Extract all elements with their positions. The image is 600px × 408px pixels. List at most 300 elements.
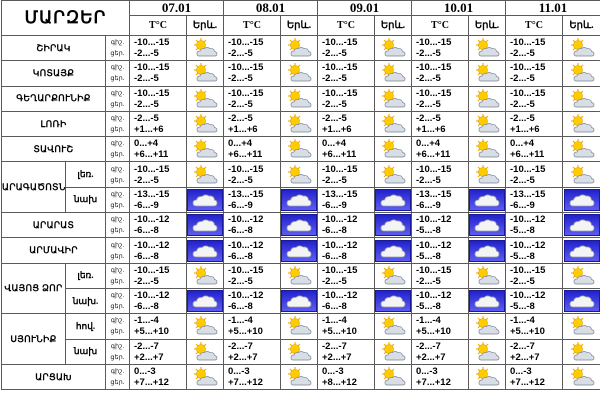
day-label: ցեր.	[110, 379, 125, 386]
weather-cell	[563, 187, 600, 212]
forecast-table	[1, 0, 600, 390]
day-temp: +7...+12	[228, 377, 263, 388]
weather-cell	[281, 86, 318, 111]
day-temp: -6...-8	[228, 301, 253, 313]
partly-cloudy-icon	[187, 164, 223, 186]
weather-cell	[375, 339, 412, 364]
weather-cell	[469, 162, 506, 187]
temperature-cell	[506, 339, 563, 364]
night-temp: -2...-7	[322, 340, 347, 352]
weather-cell	[375, 364, 412, 389]
night-temp: -10...-12	[416, 290, 452, 302]
night-temp: -10...-15	[416, 62, 452, 74]
partly-cloudy-icon	[375, 37, 411, 59]
night-temp: 0...-3	[134, 366, 156, 377]
night-temp: -1...-4	[228, 315, 253, 327]
partly-cloudy-icon	[187, 341, 223, 363]
day-label: ցեր.	[110, 252, 125, 260]
day-temp: -2...-5	[510, 174, 535, 186]
period-labels	[106, 86, 130, 111]
temperature-cell	[130, 86, 187, 111]
day-temp: +5...+10	[228, 326, 263, 338]
night-temp: -10...-15	[416, 87, 452, 99]
temperature-cell	[130, 36, 187, 61]
day-temp: +2...+7	[134, 351, 164, 363]
table-row	[2, 314, 600, 339]
day-temp: -6...-8	[134, 250, 159, 262]
weather-cell	[469, 36, 506, 61]
day-temp: -2...-5	[416, 73, 441, 85]
weather-cell	[469, 213, 506, 238]
night-temp: -10...-15	[322, 87, 358, 99]
night-temp: -1...-4	[134, 315, 159, 327]
night-temp: -10...-15	[510, 62, 546, 74]
partly-cloudy-icon	[469, 88, 505, 110]
temperature-cell	[318, 137, 375, 162]
weather-cell	[187, 137, 224, 162]
day-temp: -5...-8	[510, 301, 535, 313]
night-label: գիշ.	[110, 89, 125, 97]
day-temp: -5...-8	[416, 301, 441, 313]
table-title: ՄԱՐԶԵՐ	[2, 1, 130, 36]
day-temp: -6...-8	[228, 225, 253, 237]
overcast-icon	[187, 214, 223, 236]
day-temp: +1...+6	[510, 124, 540, 136]
temperature-cell	[318, 364, 375, 389]
partly-cloudy-icon	[375, 341, 411, 363]
period-labels	[106, 111, 130, 136]
temperature-cell	[130, 314, 187, 339]
zone-label: լեռ.	[66, 162, 106, 187]
day-temp: +7...+12	[416, 377, 451, 388]
night-temp: -13...-15	[134, 188, 170, 200]
night-temp: -2...-5	[134, 113, 159, 125]
night-temp: -2...-5	[228, 113, 253, 125]
temperature-cell	[412, 339, 469, 364]
night-temp: -10...-12	[322, 239, 358, 251]
day-temp: -2...-5	[510, 275, 535, 287]
partly-cloudy-icon	[281, 37, 317, 59]
weather-cell	[469, 137, 506, 162]
weather-cell	[469, 111, 506, 136]
weather-cell	[375, 86, 412, 111]
temperature-cell	[224, 213, 281, 238]
night-temp: 0...+4	[416, 138, 441, 150]
partly-cloudy-icon	[281, 113, 317, 135]
temperature-cell	[224, 263, 281, 288]
night-temp: 0...+4	[322, 138, 347, 150]
weather-cell	[187, 111, 224, 136]
partly-cloudy-icon	[281, 315, 317, 337]
day-temp: -2...-5	[134, 48, 159, 60]
day-temp: -5...-8	[416, 225, 441, 237]
temperature-cell	[130, 187, 187, 212]
temperature-cell	[130, 238, 187, 263]
partly-cloudy-icon	[187, 315, 223, 337]
weather-cell	[563, 137, 600, 162]
region-name: ՏԱՎՈՒՇ	[2, 137, 106, 162]
period-labels	[106, 213, 130, 238]
temperature-cell	[224, 288, 281, 313]
day-temp: -2...-5	[322, 98, 347, 110]
day-temp: +7...+12	[510, 377, 545, 388]
weather-cell	[187, 364, 224, 389]
day-temp: -2...-5	[510, 73, 535, 85]
day-temp: -2...-5	[228, 174, 253, 186]
weather-cell	[469, 288, 506, 313]
partly-cloudy-icon	[563, 88, 600, 110]
region-name: ԱՐԱԳԱԾՈՏՆ	[2, 162, 66, 213]
day-temp: +2...+7	[322, 351, 352, 363]
partly-cloudy-icon	[187, 88, 223, 110]
temperature-cell	[318, 263, 375, 288]
temperature-cell	[318, 213, 375, 238]
temperature-cell	[412, 263, 469, 288]
temperature-cell	[224, 111, 281, 136]
day-temp: -6...-8	[228, 250, 253, 262]
partly-cloudy-icon	[281, 138, 317, 160]
night-label: գիշ.	[110, 317, 125, 325]
overcast-icon	[375, 240, 411, 262]
night-label: գիշ.	[110, 368, 125, 375]
day-temp: -2...-5	[134, 98, 159, 110]
partly-cloudy-icon	[281, 341, 317, 363]
night-temp: -2...-7	[228, 340, 253, 352]
table-row	[2, 364, 600, 389]
partly-cloudy-icon	[469, 62, 505, 84]
date-header: 07.01	[130, 1, 224, 16]
day-temp: -2...-5	[134, 275, 159, 287]
day-temp: -2...-5	[228, 48, 253, 60]
temperature-cell	[412, 86, 469, 111]
partly-cloudy-icon	[281, 62, 317, 84]
weather-cell	[469, 238, 506, 263]
overcast-icon	[281, 290, 317, 312]
temperature-cell	[412, 238, 469, 263]
night-temp: -10...-12	[510, 239, 546, 251]
table-row	[2, 61, 600, 86]
temperature-cell	[130, 137, 187, 162]
period-labels	[106, 263, 130, 288]
night-temp: -10...-12	[416, 239, 452, 251]
weather-cell	[469, 314, 506, 339]
temperature-cell	[318, 288, 375, 313]
overcast-icon	[281, 189, 317, 211]
night-temp: -2...-5	[510, 113, 535, 125]
temperature-cell	[130, 339, 187, 364]
weather-cell	[187, 288, 224, 313]
weather-cell	[563, 36, 600, 61]
temperature-cell	[412, 288, 469, 313]
temperature-cell	[412, 111, 469, 136]
night-temp: 0...+4	[134, 138, 159, 150]
partly-cloudy-icon	[563, 366, 600, 388]
day-label: ցեր.	[110, 176, 125, 184]
weather-cell	[375, 111, 412, 136]
temperature-cell	[412, 137, 469, 162]
partly-cloudy-icon	[469, 37, 505, 59]
partly-cloudy-icon	[469, 341, 505, 363]
day-temp: -2...-5	[510, 98, 535, 110]
overcast-icon	[564, 290, 600, 312]
temperature-cell	[318, 238, 375, 263]
day-temp: -6...-8	[322, 225, 347, 237]
night-temp: -10...-15	[228, 37, 264, 49]
temperature-cell	[318, 187, 375, 212]
night-temp: -10...-12	[134, 290, 170, 302]
weather-cell	[469, 263, 506, 288]
region-name: ԱՐՑԱԽ	[2, 364, 106, 389]
weather-cell	[375, 162, 412, 187]
day-temp: +7...+12	[134, 377, 169, 388]
temperature-cell	[130, 162, 187, 187]
day-label: ցեր.	[110, 100, 125, 108]
period-labels	[106, 61, 130, 86]
weather-cell	[563, 339, 600, 364]
weather-cell	[281, 111, 318, 136]
weather-cell	[281, 137, 318, 162]
temperature-cell	[224, 339, 281, 364]
region-name: ԼՈՌԻ	[2, 111, 106, 136]
table-row	[2, 36, 600, 61]
weather-cell	[375, 137, 412, 162]
night-label: գիշ.	[110, 165, 125, 173]
day-temp: -2...-5	[228, 73, 253, 85]
night-label: գիշ.	[110, 39, 125, 47]
day-temp: +6...+11	[510, 149, 545, 161]
temperature-cell	[318, 339, 375, 364]
weather-cell	[281, 364, 318, 389]
temperature-cell	[412, 162, 469, 187]
night-temp: -2...-5	[416, 113, 441, 125]
day-temp: -2...-5	[416, 48, 441, 60]
partly-cloudy-icon	[563, 315, 600, 337]
partly-cloudy-icon	[469, 138, 505, 160]
period-labels	[106, 36, 130, 61]
night-temp: -1...-4	[416, 315, 441, 327]
temp-col-header: T°C	[318, 16, 375, 36]
partly-cloudy-icon	[281, 88, 317, 110]
night-temp: 0...-3	[416, 366, 438, 377]
overcast-icon	[375, 214, 411, 236]
day-label: ցեր.	[110, 328, 125, 336]
date-header: 11.01	[506, 1, 600, 16]
region-name: ԱՐՄԱՎԻՐ	[2, 238, 106, 263]
partly-cloudy-icon	[187, 265, 223, 287]
day-label: ցեր.	[110, 50, 125, 58]
day-temp: -2...-5	[416, 174, 441, 186]
night-temp: -10...-15	[510, 163, 546, 175]
weather-cell	[187, 36, 224, 61]
weather-cell	[281, 263, 318, 288]
weather-cell	[469, 364, 506, 389]
date-header: 10.01	[412, 1, 506, 16]
weather-cell	[563, 288, 600, 313]
weather-cell	[281, 339, 318, 364]
partly-cloudy-icon	[187, 62, 223, 84]
temperature-cell	[224, 187, 281, 212]
partly-cloudy-icon	[563, 265, 600, 287]
weather-cell	[563, 263, 600, 288]
partly-cloudy-icon	[563, 113, 600, 135]
weather-cell	[375, 314, 412, 339]
period-labels	[106, 187, 130, 212]
temperature-cell	[412, 314, 469, 339]
night-temp: -2...-5	[322, 113, 347, 125]
table-row	[2, 263, 600, 288]
weather-col-header: Երև.	[469, 16, 506, 36]
weather-cell	[563, 162, 600, 187]
weather-cell	[187, 213, 224, 238]
night-temp: -10...-12	[134, 214, 170, 226]
weather-cell	[375, 61, 412, 86]
temperature-cell	[130, 213, 187, 238]
day-temp: -6...-9	[510, 199, 535, 211]
weather-cell	[469, 61, 506, 86]
day-label: ցեր.	[110, 126, 125, 134]
day-temp: +6...+11	[416, 149, 451, 161]
night-label: գիշ.	[110, 115, 125, 123]
overcast-icon	[281, 214, 317, 236]
weather-cell	[187, 339, 224, 364]
temp-col-header: T°C	[224, 16, 281, 36]
partly-cloudy-icon	[281, 164, 317, 186]
partly-cloudy-icon	[187, 366, 223, 388]
date-header: 08.01	[224, 1, 318, 16]
overcast-icon	[187, 240, 223, 262]
overcast-icon	[469, 240, 505, 262]
temperature-cell	[224, 364, 281, 389]
overcast-icon	[564, 214, 600, 236]
day-temp: -6...-8	[134, 301, 159, 313]
night-label: գիշ.	[110, 342, 125, 350]
weather-cell	[375, 288, 412, 313]
weather-cell	[187, 162, 224, 187]
weather-cell	[563, 111, 600, 136]
zone-label: լեռ.	[66, 263, 106, 288]
temperature-cell	[130, 263, 187, 288]
weather-cell	[469, 339, 506, 364]
day-label: ցեր.	[110, 277, 125, 285]
temperature-cell	[412, 364, 469, 389]
table-row	[2, 187, 600, 212]
overcast-icon	[564, 240, 600, 262]
partly-cloudy-icon	[281, 366, 317, 388]
temperature-cell	[506, 263, 563, 288]
night-temp: -2...-7	[416, 340, 441, 352]
partly-cloudy-icon	[563, 37, 600, 59]
table-row	[2, 162, 600, 187]
night-temp: -10...-15	[322, 62, 358, 74]
day-temp: -6...-8	[134, 225, 159, 237]
night-temp: -10...-15	[228, 264, 264, 276]
night-temp: -10...-12	[228, 290, 264, 302]
night-temp: -10...-12	[134, 239, 170, 251]
weather-cell	[375, 238, 412, 263]
weather-cell	[469, 187, 506, 212]
temperature-cell	[318, 111, 375, 136]
day-temp: -5...-8	[416, 250, 441, 262]
date-header: 09.01	[318, 1, 412, 16]
temperature-cell	[130, 364, 187, 389]
night-label: գիշ.	[110, 190, 125, 198]
weather-cell	[281, 36, 318, 61]
weather-cell	[563, 364, 600, 389]
partly-cloudy-icon	[187, 37, 223, 59]
period-labels	[106, 288, 130, 313]
day-label: ցեր.	[110, 151, 125, 159]
temperature-cell	[506, 137, 563, 162]
weather-cell	[281, 162, 318, 187]
weather-cell	[375, 263, 412, 288]
temperature-cell	[506, 213, 563, 238]
overcast-icon	[375, 290, 411, 312]
overcast-icon	[564, 189, 600, 211]
night-temp: -1...-4	[322, 315, 347, 327]
day-label: ցեր.	[110, 75, 125, 83]
day-label: ցեր.	[110, 353, 125, 361]
day-temp: +1...+6	[416, 124, 446, 136]
table-row	[2, 111, 600, 136]
day-temp: +6...+11	[322, 149, 357, 161]
night-temp: -13...-15	[416, 188, 452, 200]
temperature-cell	[224, 314, 281, 339]
temperature-cell	[412, 61, 469, 86]
weather-cell	[563, 61, 600, 86]
weather-cell	[281, 288, 318, 313]
night-temp: -10...-15	[134, 264, 170, 276]
temperature-cell	[224, 137, 281, 162]
table-row	[2, 137, 600, 162]
weather-cell	[187, 314, 224, 339]
temperature-cell	[318, 162, 375, 187]
day-temp: -6...-9	[322, 199, 347, 211]
day-temp: -2...-5	[228, 275, 253, 287]
night-temp: -13...-15	[228, 188, 264, 200]
temperature-cell	[506, 162, 563, 187]
period-labels	[106, 137, 130, 162]
day-label: ցեր.	[110, 303, 125, 311]
weather-col-header: Երև.	[375, 16, 412, 36]
partly-cloudy-icon	[469, 113, 505, 135]
day-temp: +5...+10	[416, 326, 451, 338]
partly-cloudy-icon	[281, 265, 317, 287]
night-temp: 0...+4	[510, 138, 535, 150]
night-label: գիշ.	[110, 140, 125, 148]
zone-label: նախ.	[66, 288, 106, 313]
night-temp: 0...-3	[510, 366, 532, 377]
period-labels	[106, 339, 130, 364]
night-temp: 0...-3	[228, 366, 250, 377]
weather-col-header: Երև.	[563, 16, 600, 36]
day-temp: -2...-5	[416, 98, 441, 110]
night-temp: -10...-15	[510, 264, 546, 276]
night-temp: -10...-12	[510, 214, 546, 226]
overcast-icon	[469, 214, 505, 236]
partly-cloudy-icon	[375, 138, 411, 160]
night-label: գիշ.	[110, 64, 125, 72]
overcast-icon	[375, 189, 411, 211]
day-temp: -2...-5	[416, 275, 441, 287]
temperature-cell	[224, 61, 281, 86]
temperature-cell	[506, 187, 563, 212]
temp-col-header: T°C	[506, 16, 563, 36]
temperature-cell	[224, 162, 281, 187]
day-temp: -2...-5	[322, 73, 347, 85]
night-temp: 0...-3	[322, 366, 344, 377]
table-row	[2, 86, 600, 111]
partly-cloudy-icon	[375, 265, 411, 287]
